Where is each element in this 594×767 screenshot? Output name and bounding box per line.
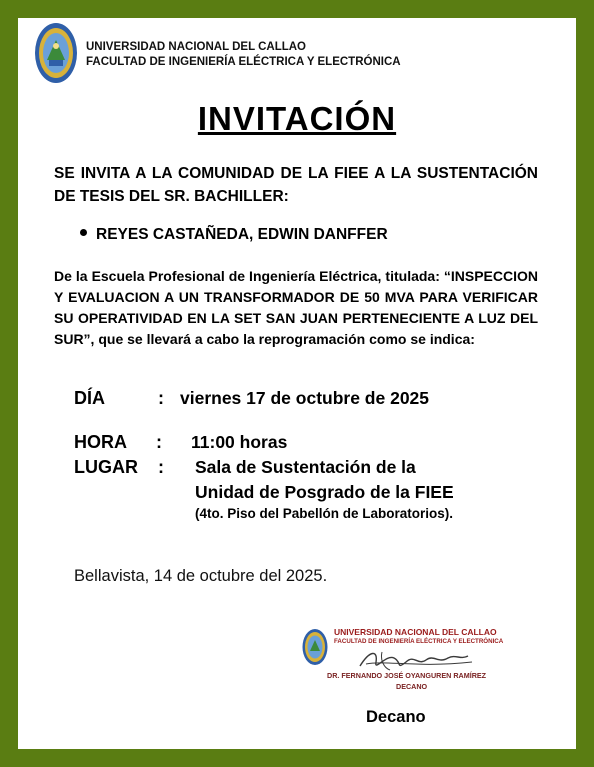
header-university: UNIVERSIDAD NACIONAL DEL CALLAO	[86, 41, 306, 53]
signature-name: DR. FERNANDO JOSÉ OYANGUREN RAMÍREZ	[327, 671, 487, 680]
bullet-icon	[80, 229, 87, 236]
place-date: Bellavista, 14 de octubre del 2025.	[74, 567, 328, 585]
time-label: HORA	[74, 432, 127, 452]
page-title: INVITACIÓN	[197, 100, 397, 137]
signature-role: DECANO	[396, 682, 428, 691]
university-logo-icon	[34, 22, 78, 84]
day-colon: :	[158, 388, 164, 408]
intro-text: SE INVITA A LA COMUNIDAD DE LA FIEE A LA SUSTENTACIÓN DE TESIS DEL SR. BACHILLER:	[54, 165, 538, 205]
signer-role: Decano	[366, 708, 426, 726]
time-value: 11:00 horas	[191, 432, 288, 452]
candidate-name: REYES CASTAÑEDA, EDWIN DANFFER	[96, 226, 388, 243]
header-faculty: FACULTAD DE INGENIERÍA ELÉCTRICA Y ELECTRÓNICA	[86, 56, 401, 68]
place-colon: :	[158, 457, 164, 477]
thesis-description: De la Escuela Profesional de Ingeniería Eléctrica, titulada: “INSPECCION Y EVALUACION A UN TRANSFORMADOR DE 50 MVA PARA VERIFICAR SU OPERATIVIDAD EN LA SET SAN JUAN PERTENECIENTE A LUZ DEL SUR”, que se llevará a cabo la reprogramación como se indica:	[54, 268, 538, 347]
signature-faculty: FACULTAD DE INGENIERÍA ELÉCTRICA Y ELECTRÓNICA	[334, 638, 504, 645]
university-seal-icon	[302, 628, 328, 666]
place-line1: Sala de Sustentación de la	[195, 457, 416, 477]
signature-university: UNIVERSIDAD NACIONAL DEL CALLAO	[334, 627, 497, 637]
place-note: (4to. Piso del Pabellón de Laboratorios).	[195, 506, 454, 521]
invitation-document	[18, 18, 576, 749]
place-label: LUGAR	[74, 457, 138, 477]
day-label: DÍA	[74, 388, 105, 408]
candidate-list-item	[80, 226, 388, 244]
day-value: viernes 17 de octubre de 2025	[180, 388, 430, 408]
place-line2: Unidad de Posgrado de la FIEE	[195, 482, 454, 502]
time-colon: :	[156, 432, 162, 452]
